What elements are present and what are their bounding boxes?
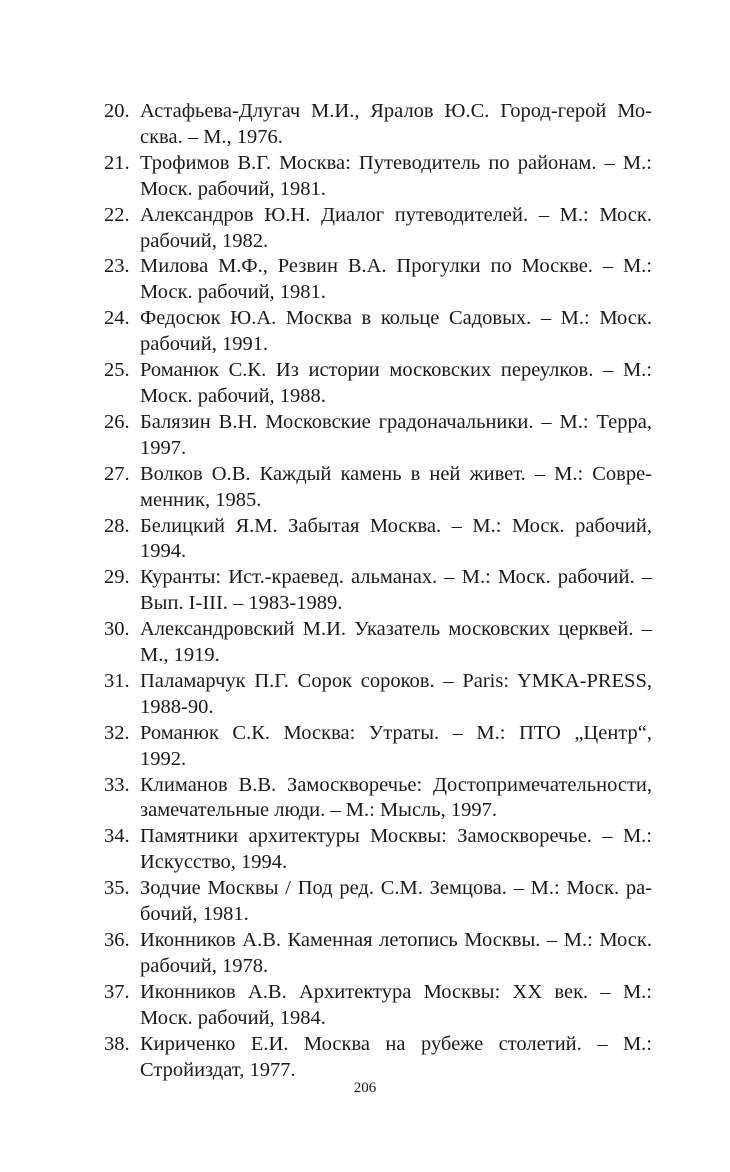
entry-number: 34. — [104, 825, 130, 848]
entry-text-line: Моск. рабочий, 1981. — [140, 177, 326, 200]
entry-number: 23. — [104, 255, 130, 278]
bibliography-entry — [104, 928, 652, 980]
entry-number: 32. — [104, 721, 130, 744]
entry-text-line: Астафьева-Длугач М.И., Яралов Ю.С. Город-герой Мо- — [140, 100, 652, 122]
entry-text-line: Памятники архитектуры Москвы: Замоскворечье. – М.: — [140, 825, 652, 848]
entry-text-line: Кириченко Е.И. Москва на рубеже столетий. – М.: — [140, 1032, 652, 1055]
bibliography-entry — [104, 876, 652, 928]
entry-text-line: Иконников А.В. Каменная летопись Москвы. – М.: Моск. — [140, 929, 652, 951]
entry-text-line: бочий, 1981. — [140, 903, 249, 926]
entry-text-line: Александровский М.И. Указатель московских церквей. – — [140, 618, 652, 641]
entry-number: 31. — [104, 669, 130, 692]
entry-text-line: 1997. — [140, 436, 187, 459]
entry-text-line: Романюк С.К. Из истории московских переулков. – М.: — [140, 359, 652, 382]
entry-text-line: Моск. рабочий, 1981. — [140, 281, 326, 304]
entry-text-line: Стройиздат, 1977. — [140, 1058, 296, 1081]
entry-number: 29. — [104, 566, 130, 589]
entry-number: 35. — [104, 877, 130, 900]
bibliography-entry — [104, 410, 652, 462]
bibliography-entry — [104, 462, 652, 514]
bibliography-entry — [104, 358, 652, 410]
entry-number: 28. — [104, 514, 130, 537]
bibliography-entry — [104, 824, 652, 876]
entry-text-line: Балязин В.Н. Московские градоначальники. – М.: Терра, — [140, 410, 652, 433]
entry-number: 20. — [104, 100, 130, 122]
entry-text-line: Романюк С.К. Москва: Утраты. – М.: ПТО „Центр“, — [140, 721, 652, 744]
bibliography-entry — [104, 980, 652, 1032]
entry-text-line: Волков О.В. Каждый камень в ней живет. – М.: Совре- — [140, 462, 652, 485]
bibliography-entry — [104, 203, 652, 255]
entry-text-line: Иконников А.В. Архитектура Москвы: XX век. – М.: — [140, 980, 652, 1003]
bibliography-entry — [104, 565, 652, 617]
entry-text-line: сква. – М., 1976. — [140, 125, 283, 148]
entry-number: 26. — [104, 410, 130, 433]
entry-number: 27. — [104, 462, 130, 485]
entry-number: 24. — [104, 307, 130, 330]
entry-text-line: менник, 1985. — [140, 488, 262, 511]
entry-text-line: Милова М.Ф., Резвин В.А. Прогулки по Москве. – М.: — [140, 255, 652, 278]
entry-text-line: 1988-90. — [140, 695, 214, 718]
entry-text-line: Федосюк Ю.А. Москва в кольце Садовых. – М.: Моск. — [140, 307, 652, 330]
entry-text-line: Александров Ю.Н. Диалог путеводителей. – М.: Моск. — [140, 203, 652, 226]
entry-text-line: Моск. рабочий, 1988. — [140, 384, 326, 407]
bibliography-entry — [104, 721, 652, 773]
page-number: 206 — [353, 1080, 377, 1096]
entry-text-line: Искусство, 1994. — [140, 851, 288, 874]
entry-text-line: рабочий, 1978. — [140, 954, 269, 977]
bibliography-list — [104, 99, 652, 1083]
bibliography-entry — [104, 151, 652, 203]
entry-text-line: Вып. I-III. – 1983-1989. — [140, 592, 343, 615]
entry-text-line: Климанов В.В. Замоскворечье: Достопримечательности, — [140, 773, 652, 796]
bibliography-entry — [104, 1032, 652, 1084]
entry-text-line: Трофимов В.Г. Москва: Путеводитель по районам. – М.: — [140, 151, 652, 174]
entry-text-line: М., 1919. — [140, 644, 220, 667]
entry-number: 36. — [104, 929, 130, 951]
bibliography-entry — [104, 617, 652, 669]
entry-text-line: Зодчие Москвы / Под ред. С.М. Земцова. – М.: Моск. ра- — [140, 877, 652, 900]
bibliography-entry — [104, 773, 652, 825]
entry-number: 33. — [104, 773, 130, 796]
bibliography-entry — [104, 306, 652, 358]
entry-text-line: рабочий, 1991. — [140, 333, 269, 356]
bibliography-entry — [104, 254, 652, 306]
entry-text-line: 1994. — [140, 540, 187, 563]
entry-number: 21. — [104, 151, 130, 174]
entry-text-line: 1992. — [140, 747, 187, 770]
entry-text-line: Белицкий Я.М. Забытая Москва. – М.: Моск. рабочий, — [140, 514, 652, 537]
entry-text-line: Моск. рабочий, 1984. — [140, 1006, 326, 1029]
entry-number: 22. — [104, 203, 130, 226]
entry-text-line: Куранты: Ист.-краевед. альманах. – М.: Моск. рабочий. – — [140, 566, 652, 589]
bibliography-entry — [104, 669, 652, 721]
entry-text-line: замечательные люди. – М.: Мысль, 1997. — [140, 799, 497, 822]
bibliography-entry — [104, 99, 652, 151]
entry-number: 37. — [104, 980, 130, 1003]
entry-number: 25. — [104, 359, 130, 382]
entry-text-line: рабочий, 1982. — [140, 229, 269, 252]
entry-number: 30. — [104, 618, 130, 641]
entry-number: 38. — [104, 1032, 130, 1055]
bibliography-entry — [104, 514, 652, 566]
entry-text-line: Паламарчук П.Г. Сорок сороков. – Paris: YMKA-PRESS, — [140, 669, 652, 692]
